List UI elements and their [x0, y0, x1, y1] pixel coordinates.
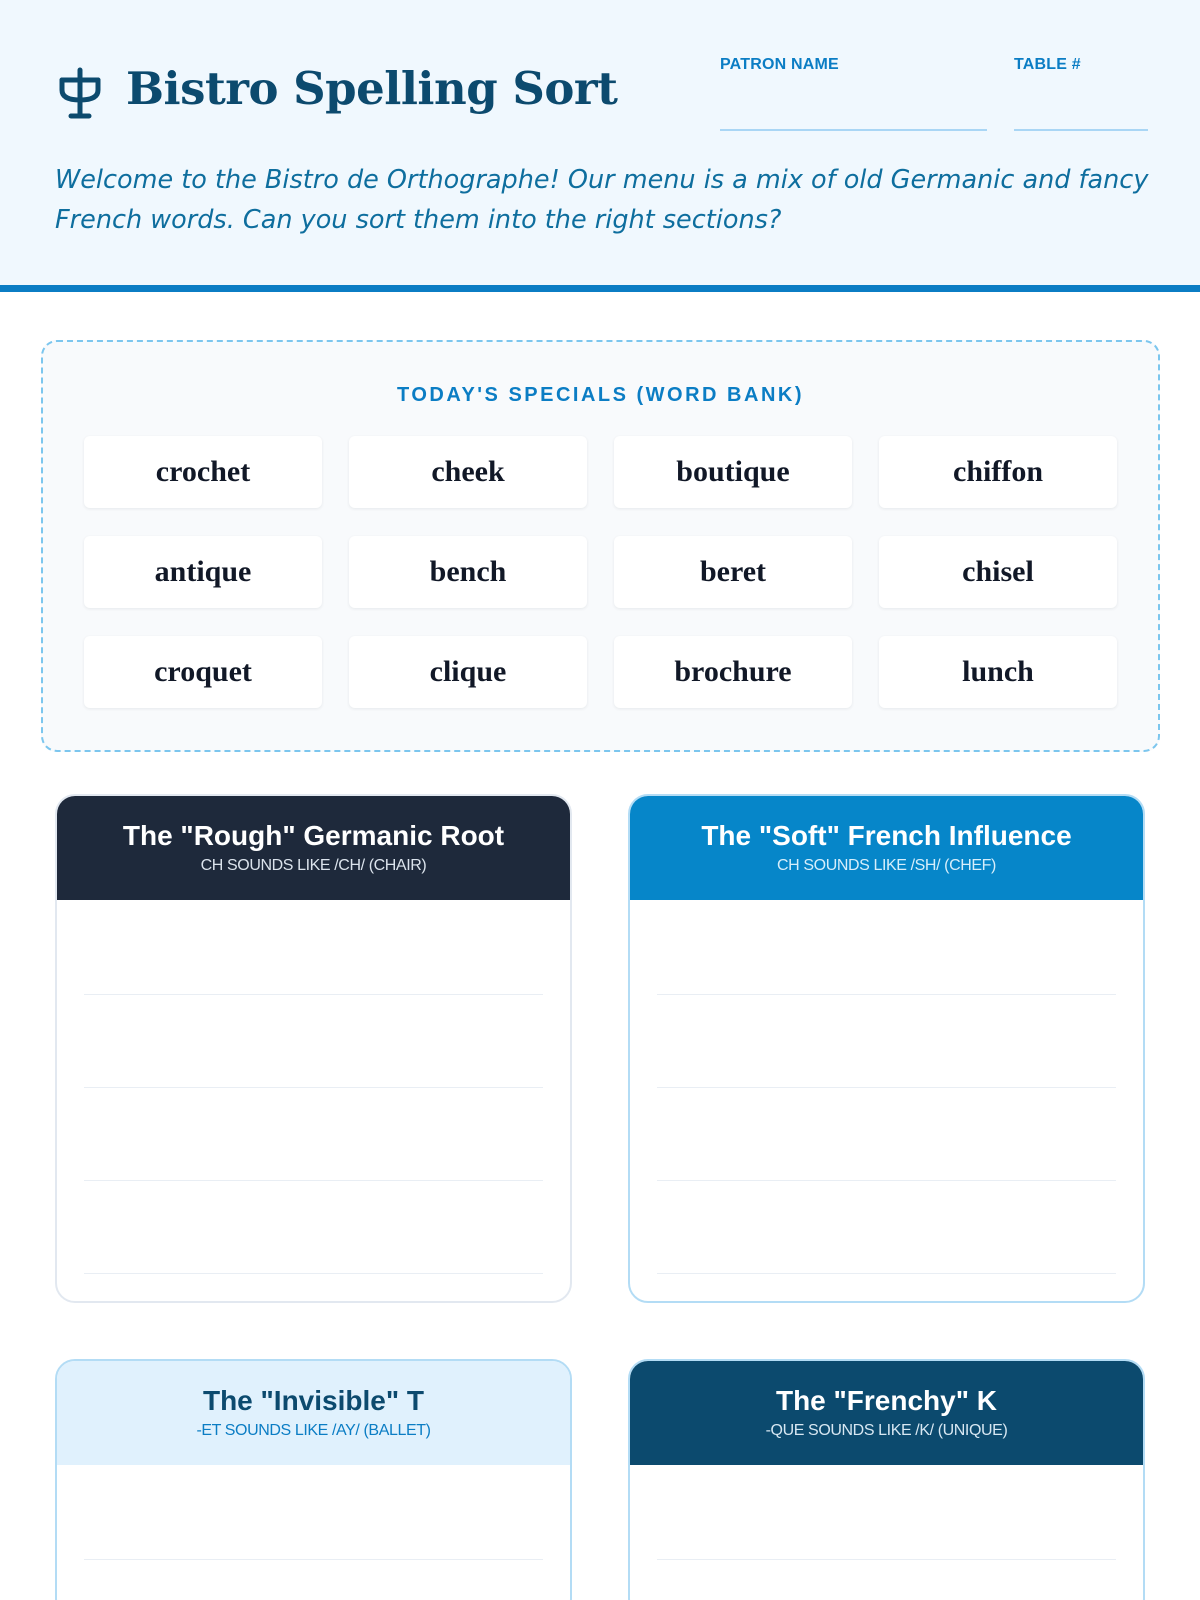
- patron-name-label: PATRON NAME: [720, 56, 839, 73]
- word-bank-title: TODAY'S SPECIALS (WORD BANK): [396, 384, 804, 406]
- category-french-header: [630, 796, 1143, 900]
- category-germanic: [55, 794, 572, 1303]
- writing-line[interactable]: [84, 1273, 543, 1274]
- word-card[interactable]: brochure: [614, 636, 852, 708]
- writing-line[interactable]: [657, 1087, 1116, 1088]
- patron-name-field[interactable]: [720, 129, 987, 131]
- word-card[interactable]: clique: [349, 636, 587, 708]
- category-subtitle: CH SOUNDS LIKE /CH/ (CHAIR): [200, 857, 427, 874]
- table-number-field[interactable]: [1014, 129, 1148, 131]
- category-title: The "Rough" Germanic Root: [122, 820, 505, 851]
- word-card[interactable]: antique: [84, 536, 322, 608]
- writing-line[interactable]: [84, 1180, 543, 1181]
- category-germanic-header: [57, 796, 570, 900]
- word-card[interactable]: croquet: [84, 636, 322, 708]
- writing-line[interactable]: [84, 994, 543, 995]
- category-invisible-t-header: [57, 1361, 570, 1465]
- category-french: [628, 794, 1145, 1303]
- word-bank: [41, 340, 1160, 752]
- category-invisible-t: [55, 1359, 572, 1600]
- category-title: The "Soft" French Influence: [701, 820, 1072, 851]
- word-card[interactable]: bench: [349, 536, 587, 608]
- word-card[interactable]: cheek: [349, 436, 587, 508]
- category-subtitle: CH SOUNDS LIKE /SH/ (CHEF): [777, 857, 996, 874]
- writing-line[interactable]: [84, 1087, 543, 1088]
- category-subtitle: -QUE SOUNDS LIKE /K/ (UNIQUE): [765, 1422, 1008, 1439]
- writing-line[interactable]: [657, 1180, 1116, 1181]
- word-card[interactable]: crochet: [84, 436, 322, 508]
- writing-line[interactable]: [84, 1559, 543, 1560]
- writing-line[interactable]: [657, 994, 1116, 995]
- category-subtitle: -ET SOUNDS LIKE /AY/ (BALLET): [196, 1422, 431, 1439]
- category-frenchy-k: [628, 1359, 1145, 1600]
- candelabra-icon: [58, 66, 102, 120]
- worksheet-header: [0, 0, 1200, 292]
- writing-line[interactable]: [657, 1273, 1116, 1274]
- category-title: The "Frenchy" K: [775, 1385, 998, 1416]
- word-card[interactable]: chiffon: [879, 436, 1117, 508]
- word-card[interactable]: chisel: [879, 536, 1117, 608]
- table-number-label: TABLE #: [1014, 56, 1081, 73]
- word-card[interactable]: lunch: [879, 636, 1117, 708]
- page-title: Bistro Spelling Sort: [126, 62, 618, 115]
- intro-text: Welcome to the Bistro de Orthographe! Our menu is a mix of old Germanic and fancy French words. Can you sort them into the right sections?: [55, 165, 1149, 235]
- word-card[interactable]: beret: [614, 536, 852, 608]
- writing-line[interactable]: [657, 1559, 1116, 1560]
- category-title: The "Invisible" T: [202, 1385, 425, 1416]
- category-frenchy-k-header: [630, 1361, 1143, 1465]
- word-card[interactable]: boutique: [614, 436, 852, 508]
